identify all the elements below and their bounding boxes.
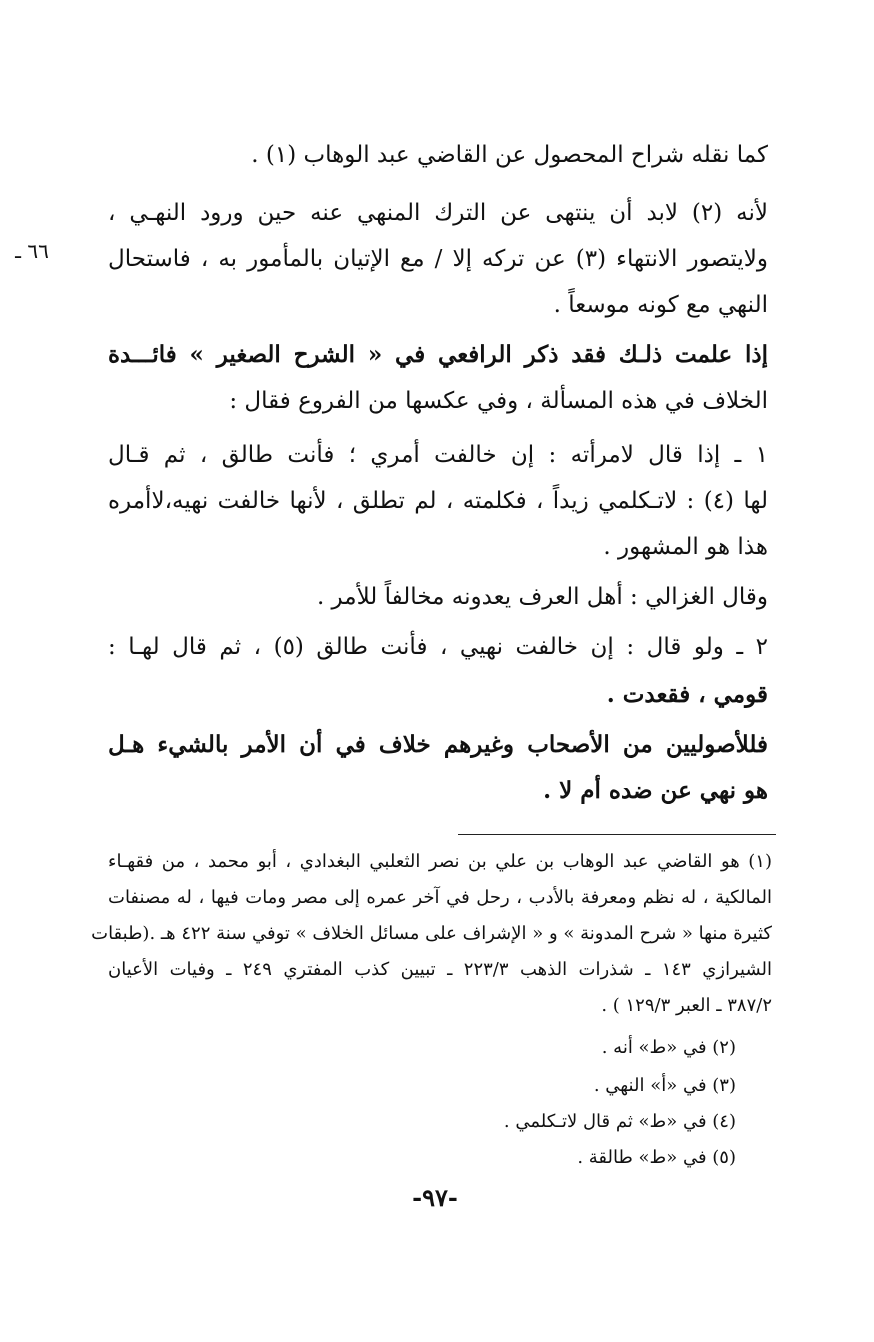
footnote-line: (٣) في «أ» النهي .	[593, 1075, 736, 1096]
footnote-line: (٥) في «ط» طالقة .	[577, 1147, 736, 1168]
text-line: النهي مع كونه موسعاً .	[553, 292, 768, 318]
text-line: هذا هو المشهور .	[603, 534, 768, 560]
footnote-line: (١) هو القاضي عبد الوهاب بن علي بن نصر الثعلبي البغدادي ، أبو محمد ، من فقهـاء	[108, 851, 772, 872]
text-line: ١ ـ إذا قال لامرأته : إن خالفت أمري ؛ فأنت طالق ، ثم قـال	[108, 442, 768, 468]
footnote-line: (٤) في «ط» ثم قال لاتـكلمي .	[503, 1111, 736, 1132]
text-line: فللأصوليين من الأصحاب وغيرهم خلاف في أن الأمر بالشيء هـل	[108, 731, 768, 758]
footnote-line: الشيرازي ١٤٣ ـ شذرات الذهب ٢٢٣/٣ ـ تبيين كذب المفتري ٢٤٩ ـ وفيات الأعيان	[108, 959, 772, 980]
text-line: لها (٤) : لاتـكلمي زيداً ، فكلمته ، لم تطلق ، لأنها خالفت نهيه،لاأمره	[108, 488, 769, 514]
text-line: وقال الغزالي : أهل العرف يعدونه مخالفاً للأمر .	[316, 584, 768, 610]
page-number: -٩٧-	[412, 1183, 458, 1212]
footnote-line: كثيرة منها « شرح المدونة » و « الإشراف على مسائل الخلاف » توفي سنة ٤٢٢ هـ .(طبقات	[91, 923, 772, 944]
text-line: هو نهي عن ضده أم لا .	[543, 777, 768, 804]
footnote-line: المالكية ، له نظم ومعرفة بالأدب ، رحل في آخر عمره إلى مصر ومات فيها ، له مصنفات	[108, 887, 772, 908]
text-line: قومي ، فقعدت .	[606, 681, 768, 708]
margin-page-reference: ٦٦ ـ	[15, 239, 49, 263]
footnote-separator	[458, 834, 776, 835]
text-line: ٢ ـ ولو قال : إن خالفت نهيي ، فأنت طالق (٥) ، ثم قال لهـا :	[108, 634, 768, 660]
text-line: الخلاف في هذه المسألة ، وفي عكسها من الفروع فقال :	[229, 388, 768, 414]
text-line: كما نقله شراح المحصول عن القاضي عبد الوهاب (١) .	[251, 142, 768, 168]
text-line: ولايتصور الانتهاء (٣) عن تركه إلا / مع الإتيان بالمأمور به ، فاستحال	[108, 246, 769, 272]
footnote-line: ٣٨٧/٢ ـ العبر ١٢٩/٣ ) .	[601, 995, 772, 1016]
text-line: إذا علمت ذلـك فقد ذكر الرافعي في « الشرح الصغير » فائـــدة	[108, 341, 768, 368]
text-line: لأنه (٢) لابد أن ينتهى عن الترك المنهي عنه حين ورود النهـي ،	[108, 200, 768, 226]
footnote-line: (٢) في «ط» أنه .	[601, 1037, 736, 1058]
